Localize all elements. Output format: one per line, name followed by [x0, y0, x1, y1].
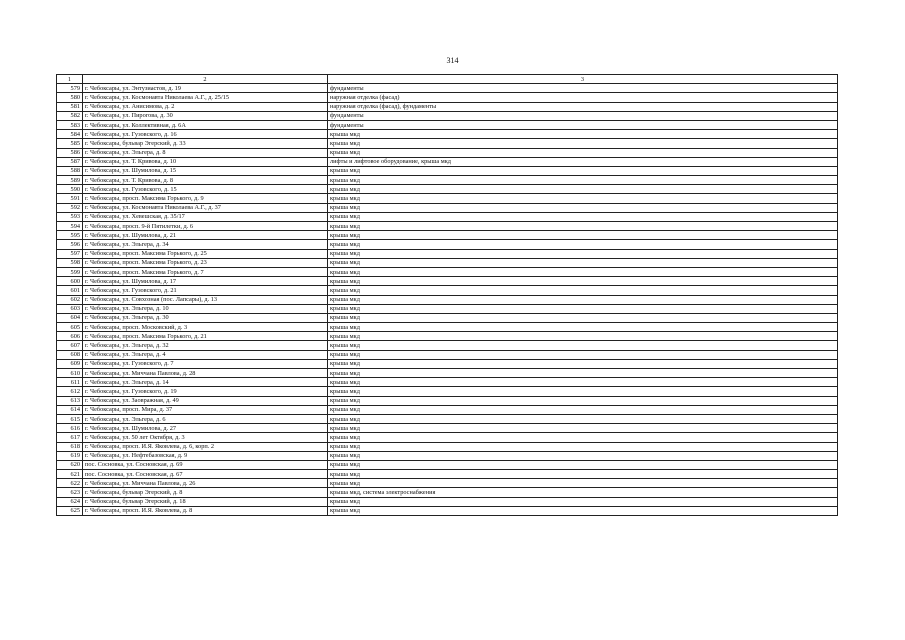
- row-works: крыша мкд: [328, 277, 838, 286]
- row-works: крыша мкд: [328, 148, 838, 157]
- row-number: 592: [57, 203, 83, 212]
- row-number: 580: [57, 93, 83, 102]
- row-address: г. Чебоксары, просп. И.Я. Яковлева, д. 6, корп. 2: [83, 442, 328, 451]
- table-row: [57, 222, 838, 231]
- row-address: г. Чебоксары, ул. Коллективная, д. 6А: [83, 120, 328, 129]
- row-number: 599: [57, 267, 83, 276]
- table-row: [57, 497, 838, 506]
- row-number: 579: [57, 84, 83, 93]
- table-row: [57, 341, 838, 350]
- row-works: крыша мкд: [328, 176, 838, 185]
- table-row: [57, 166, 838, 175]
- table-row: [57, 84, 838, 93]
- row-address: г. Чебоксары, ул. Гузовского, д. 21: [83, 286, 328, 295]
- table-row: [57, 424, 838, 433]
- table-row: [57, 194, 838, 203]
- table-row: [57, 506, 838, 515]
- row-address: г. Чебоксары, просп. 9-й Пятилетки, д. 6: [83, 222, 328, 231]
- row-works: крыша мкд: [328, 396, 838, 405]
- table-row: [57, 185, 838, 194]
- row-works: крыша мкд: [328, 506, 838, 515]
- row-number: 610: [57, 369, 83, 378]
- table-row: [57, 240, 838, 249]
- row-works: крыша мкд, система электроснабжения: [328, 488, 838, 497]
- row-number: 611: [57, 378, 83, 387]
- row-address: пос. Сосновка, ул. Сосновская, д. 69: [83, 460, 328, 469]
- row-number: 596: [57, 240, 83, 249]
- table-row: [57, 111, 838, 120]
- page-number: 314: [446, 56, 459, 65]
- row-works: крыша мкд: [328, 350, 838, 359]
- table-row: [57, 460, 838, 469]
- table-row: [57, 157, 838, 166]
- table-row: [57, 176, 838, 185]
- row-works: крыша мкд: [328, 258, 838, 267]
- row-address: г. Чебоксары, ул. Шумилова, д. 17: [83, 277, 328, 286]
- row-works: крыша мкд: [328, 359, 838, 368]
- row-works: крыша мкд: [328, 424, 838, 433]
- table-row: [57, 304, 838, 313]
- table-row: [57, 102, 838, 111]
- row-works: крыша мкд: [328, 231, 838, 240]
- row-address: г. Чебоксары, ул. Хевешская, д. 35/17: [83, 212, 328, 221]
- row-address: г. Чебоксары, ул. 50 лет Октября, д. 3: [83, 433, 328, 442]
- column-header-works: 3: [328, 75, 838, 84]
- row-address: г. Чебоксары, просп. Максима Горького, д. 7: [83, 267, 328, 276]
- row-address: г. Чебоксары, бульвар Эгерский, д. 18: [83, 497, 328, 506]
- table-row: [57, 414, 838, 423]
- column-header-number: 1: [57, 75, 83, 84]
- row-address: г. Чебоксары, ул. Эльгера, д. 14: [83, 378, 328, 387]
- row-number: 607: [57, 341, 83, 350]
- row-number: 621: [57, 470, 83, 479]
- row-works: крыша мкд: [328, 295, 838, 304]
- row-number: 585: [57, 139, 83, 148]
- row-number: 618: [57, 442, 83, 451]
- table-row: [57, 93, 838, 102]
- row-number: 620: [57, 460, 83, 469]
- row-address: г. Чебоксары, ул. Анисимова, д. 2: [83, 102, 328, 111]
- row-address: г. Чебоксары, бульвар Эгерский, д. 8: [83, 488, 328, 497]
- row-works: крыша мкд: [328, 313, 838, 322]
- row-works: крыша мкд: [328, 139, 838, 148]
- row-number: 582: [57, 111, 83, 120]
- row-address: г. Чебоксары, просп. И.Я. Яковлева, д. 8: [83, 506, 328, 515]
- table-row: [57, 277, 838, 286]
- table-row: [57, 295, 838, 304]
- row-works: крыша мкд: [328, 341, 838, 350]
- table-row: [57, 488, 838, 497]
- row-address: г. Чебоксары, ул. Совхозная (пос. Лапсары), д. 13: [83, 295, 328, 304]
- row-number: 615: [57, 414, 83, 423]
- row-address: г. Чебоксары, ул. Космонавта Николаева А.Г., д. 25/15: [83, 93, 328, 102]
- table-row: [57, 359, 838, 368]
- row-number: 583: [57, 120, 83, 129]
- row-number: 587: [57, 157, 83, 166]
- row-works: фундаменты: [328, 120, 838, 129]
- table-row: [57, 479, 838, 488]
- row-address: г. Чебоксары, просп. Максима Горького, д. 25: [83, 249, 328, 258]
- table-row: [57, 369, 838, 378]
- row-address: г. Чебоксары, ул. Гузовского, д. 7: [83, 359, 328, 368]
- table-row: [57, 332, 838, 341]
- row-number: 608: [57, 350, 83, 359]
- row-number: 589: [57, 176, 83, 185]
- row-number: 591: [57, 194, 83, 203]
- row-address: г. Чебоксары, ул. Гузовского, д. 19: [83, 387, 328, 396]
- table-row: [57, 231, 838, 240]
- table-row: [57, 130, 838, 139]
- row-works: крыша мкд: [328, 212, 838, 221]
- row-address: г. Чебоксары, просп. Максима Горького, д. 9: [83, 194, 328, 203]
- row-number: 616: [57, 424, 83, 433]
- column-header-address: 2: [83, 75, 328, 84]
- row-number: 604: [57, 313, 83, 322]
- row-works: крыша мкд: [328, 460, 838, 469]
- row-address: г. Чебоксары, ул. Энтузиастов, д. 19: [83, 84, 328, 93]
- table-row: [57, 387, 838, 396]
- row-number: 584: [57, 130, 83, 139]
- row-address: г. Чебоксары, просп. Максима Горького, д. 21: [83, 332, 328, 341]
- row-address: г. Чебоксары, ул. Гузовского, д. 16: [83, 130, 328, 139]
- row-works: крыша мкд: [328, 194, 838, 203]
- table-row: [57, 120, 838, 129]
- table-row: [57, 139, 838, 148]
- row-works: крыша мкд: [328, 166, 838, 175]
- row-address: г. Чебоксары, ул. Заовражная, д. 49: [83, 396, 328, 405]
- row-address: г. Чебоксары, ул. Эльгера, д. 32: [83, 341, 328, 350]
- row-number: 586: [57, 148, 83, 157]
- row-number: 593: [57, 212, 83, 221]
- row-address: г. Чебоксары, ул. Шумилова, д. 21: [83, 231, 328, 240]
- table-row: [57, 148, 838, 157]
- row-address: г. Чебоксары, ул. Т. Кривова, д. 8: [83, 176, 328, 185]
- table-row: [57, 451, 838, 460]
- row-address: г. Чебоксары, ул. Гузовского, д. 15: [83, 185, 328, 194]
- row-number: 598: [57, 258, 83, 267]
- row-number: 623: [57, 488, 83, 497]
- row-works: крыша мкд: [328, 240, 838, 249]
- row-number: 601: [57, 286, 83, 295]
- row-works: крыша мкд: [328, 286, 838, 295]
- row-works: наружная отделка (фасад), фундаменты: [328, 102, 838, 111]
- register-table: [56, 74, 838, 516]
- row-works: фундаменты: [328, 84, 838, 93]
- row-number: 609: [57, 359, 83, 368]
- row-works: крыша мкд: [328, 378, 838, 387]
- row-number: 624: [57, 497, 83, 506]
- row-works: крыша мкд: [328, 304, 838, 313]
- row-number: 603: [57, 304, 83, 313]
- row-address: г. Чебоксары, ул. Шумилова, д. 27: [83, 424, 328, 433]
- row-works: крыша мкд: [328, 442, 838, 451]
- row-works: крыша мкд: [328, 369, 838, 378]
- row-address: г. Чебоксары, ул. Миччана Павлова, д. 26: [83, 479, 328, 488]
- row-works: крыша мкд: [328, 249, 838, 258]
- table-row: [57, 378, 838, 387]
- row-number: 619: [57, 451, 83, 460]
- row-address: г. Чебоксары, ул. Эльгера, д. 4: [83, 350, 328, 359]
- table-row: [57, 258, 838, 267]
- row-address: пос. Сосновка, ул. Сосновская, д. 67: [83, 470, 328, 479]
- row-number: 614: [57, 405, 83, 414]
- row-number: 612: [57, 387, 83, 396]
- row-address: г. Чебоксары, ул. Эльгера, д. 6: [83, 414, 328, 423]
- row-number: 602: [57, 295, 83, 304]
- table-row: [57, 203, 838, 212]
- table-row: [57, 212, 838, 221]
- row-works: крыша мкд: [328, 130, 838, 139]
- row-number: 613: [57, 396, 83, 405]
- table-row: [57, 405, 838, 414]
- row-works: крыша мкд: [328, 203, 838, 212]
- row-address: г. Чебоксары, ул. Космонавта Николаева А.Г., д. 37: [83, 203, 328, 212]
- row-address: г. Чебоксары, просп. Московский, д. 3: [83, 323, 328, 332]
- row-works: крыша мкд: [328, 451, 838, 460]
- row-address: г. Чебоксары, бульвар Эгерский, д. 33: [83, 139, 328, 148]
- row-address: г. Чебоксары, просп. Мира, д. 37: [83, 405, 328, 414]
- table-row: [57, 433, 838, 442]
- row-works: крыша мкд: [328, 405, 838, 414]
- row-works: крыша мкд: [328, 479, 838, 488]
- row-works: крыша мкд: [328, 387, 838, 396]
- row-address: г. Чебоксары, ул. Эльгера, д. 34: [83, 240, 328, 249]
- row-number: 622: [57, 479, 83, 488]
- row-works: лифты и лифтовое оборудование, крыша мкд: [328, 157, 838, 166]
- row-number: 595: [57, 231, 83, 240]
- row-number: 588: [57, 166, 83, 175]
- row-address: г. Чебоксары, ул. Шумилова, д. 15: [83, 166, 328, 175]
- header-row: [57, 75, 838, 84]
- row-works: крыша мкд: [328, 414, 838, 423]
- table-row: [57, 249, 838, 258]
- row-address: г. Чебоксары, просп. Максима Горького, д. 23: [83, 258, 328, 267]
- row-number: 625: [57, 506, 83, 515]
- row-address: г. Чебоксары, ул. Нефтебазовская, д. 9: [83, 451, 328, 460]
- row-works: крыша мкд: [328, 470, 838, 479]
- row-number: 605: [57, 323, 83, 332]
- row-works: крыша мкд: [328, 222, 838, 231]
- row-address: г. Чебоксары, ул. Миччана Павлова, д. 28: [83, 369, 328, 378]
- table-row: [57, 313, 838, 322]
- row-number: 606: [57, 332, 83, 341]
- row-number: 581: [57, 102, 83, 111]
- table-row: [57, 350, 838, 359]
- row-address: г. Чебоксары, ул. Эльгера, д. 8: [83, 148, 328, 157]
- row-works: фундаменты: [328, 111, 838, 120]
- row-works: крыша мкд: [328, 332, 838, 341]
- table-row: [57, 323, 838, 332]
- row-number: 590: [57, 185, 83, 194]
- table-row: [57, 396, 838, 405]
- table-body: [57, 84, 838, 516]
- table-row: [57, 267, 838, 276]
- row-works: крыша мкд: [328, 433, 838, 442]
- table-row: [57, 470, 838, 479]
- row-address: г. Чебоксары, ул. Эльгера, д. 10: [83, 304, 328, 313]
- row-works: наружная отделка (фасад): [328, 93, 838, 102]
- table-row: [57, 442, 838, 451]
- row-address: г. Чебоксары, ул. Пирогова, д. 30: [83, 111, 328, 120]
- row-number: 597: [57, 249, 83, 258]
- row-number: 617: [57, 433, 83, 442]
- row-address: г. Чебоксары, ул. Эльгера, д. 30: [83, 313, 328, 322]
- row-number: 600: [57, 277, 83, 286]
- row-works: крыша мкд: [328, 323, 838, 332]
- row-address: г. Чебоксары, ул. Т. Кривова, д. 10: [83, 157, 328, 166]
- row-works: крыша мкд: [328, 185, 838, 194]
- row-number: 594: [57, 222, 83, 231]
- row-works: крыша мкд: [328, 497, 838, 506]
- row-works: крыша мкд: [328, 267, 838, 276]
- table-row: [57, 286, 838, 295]
